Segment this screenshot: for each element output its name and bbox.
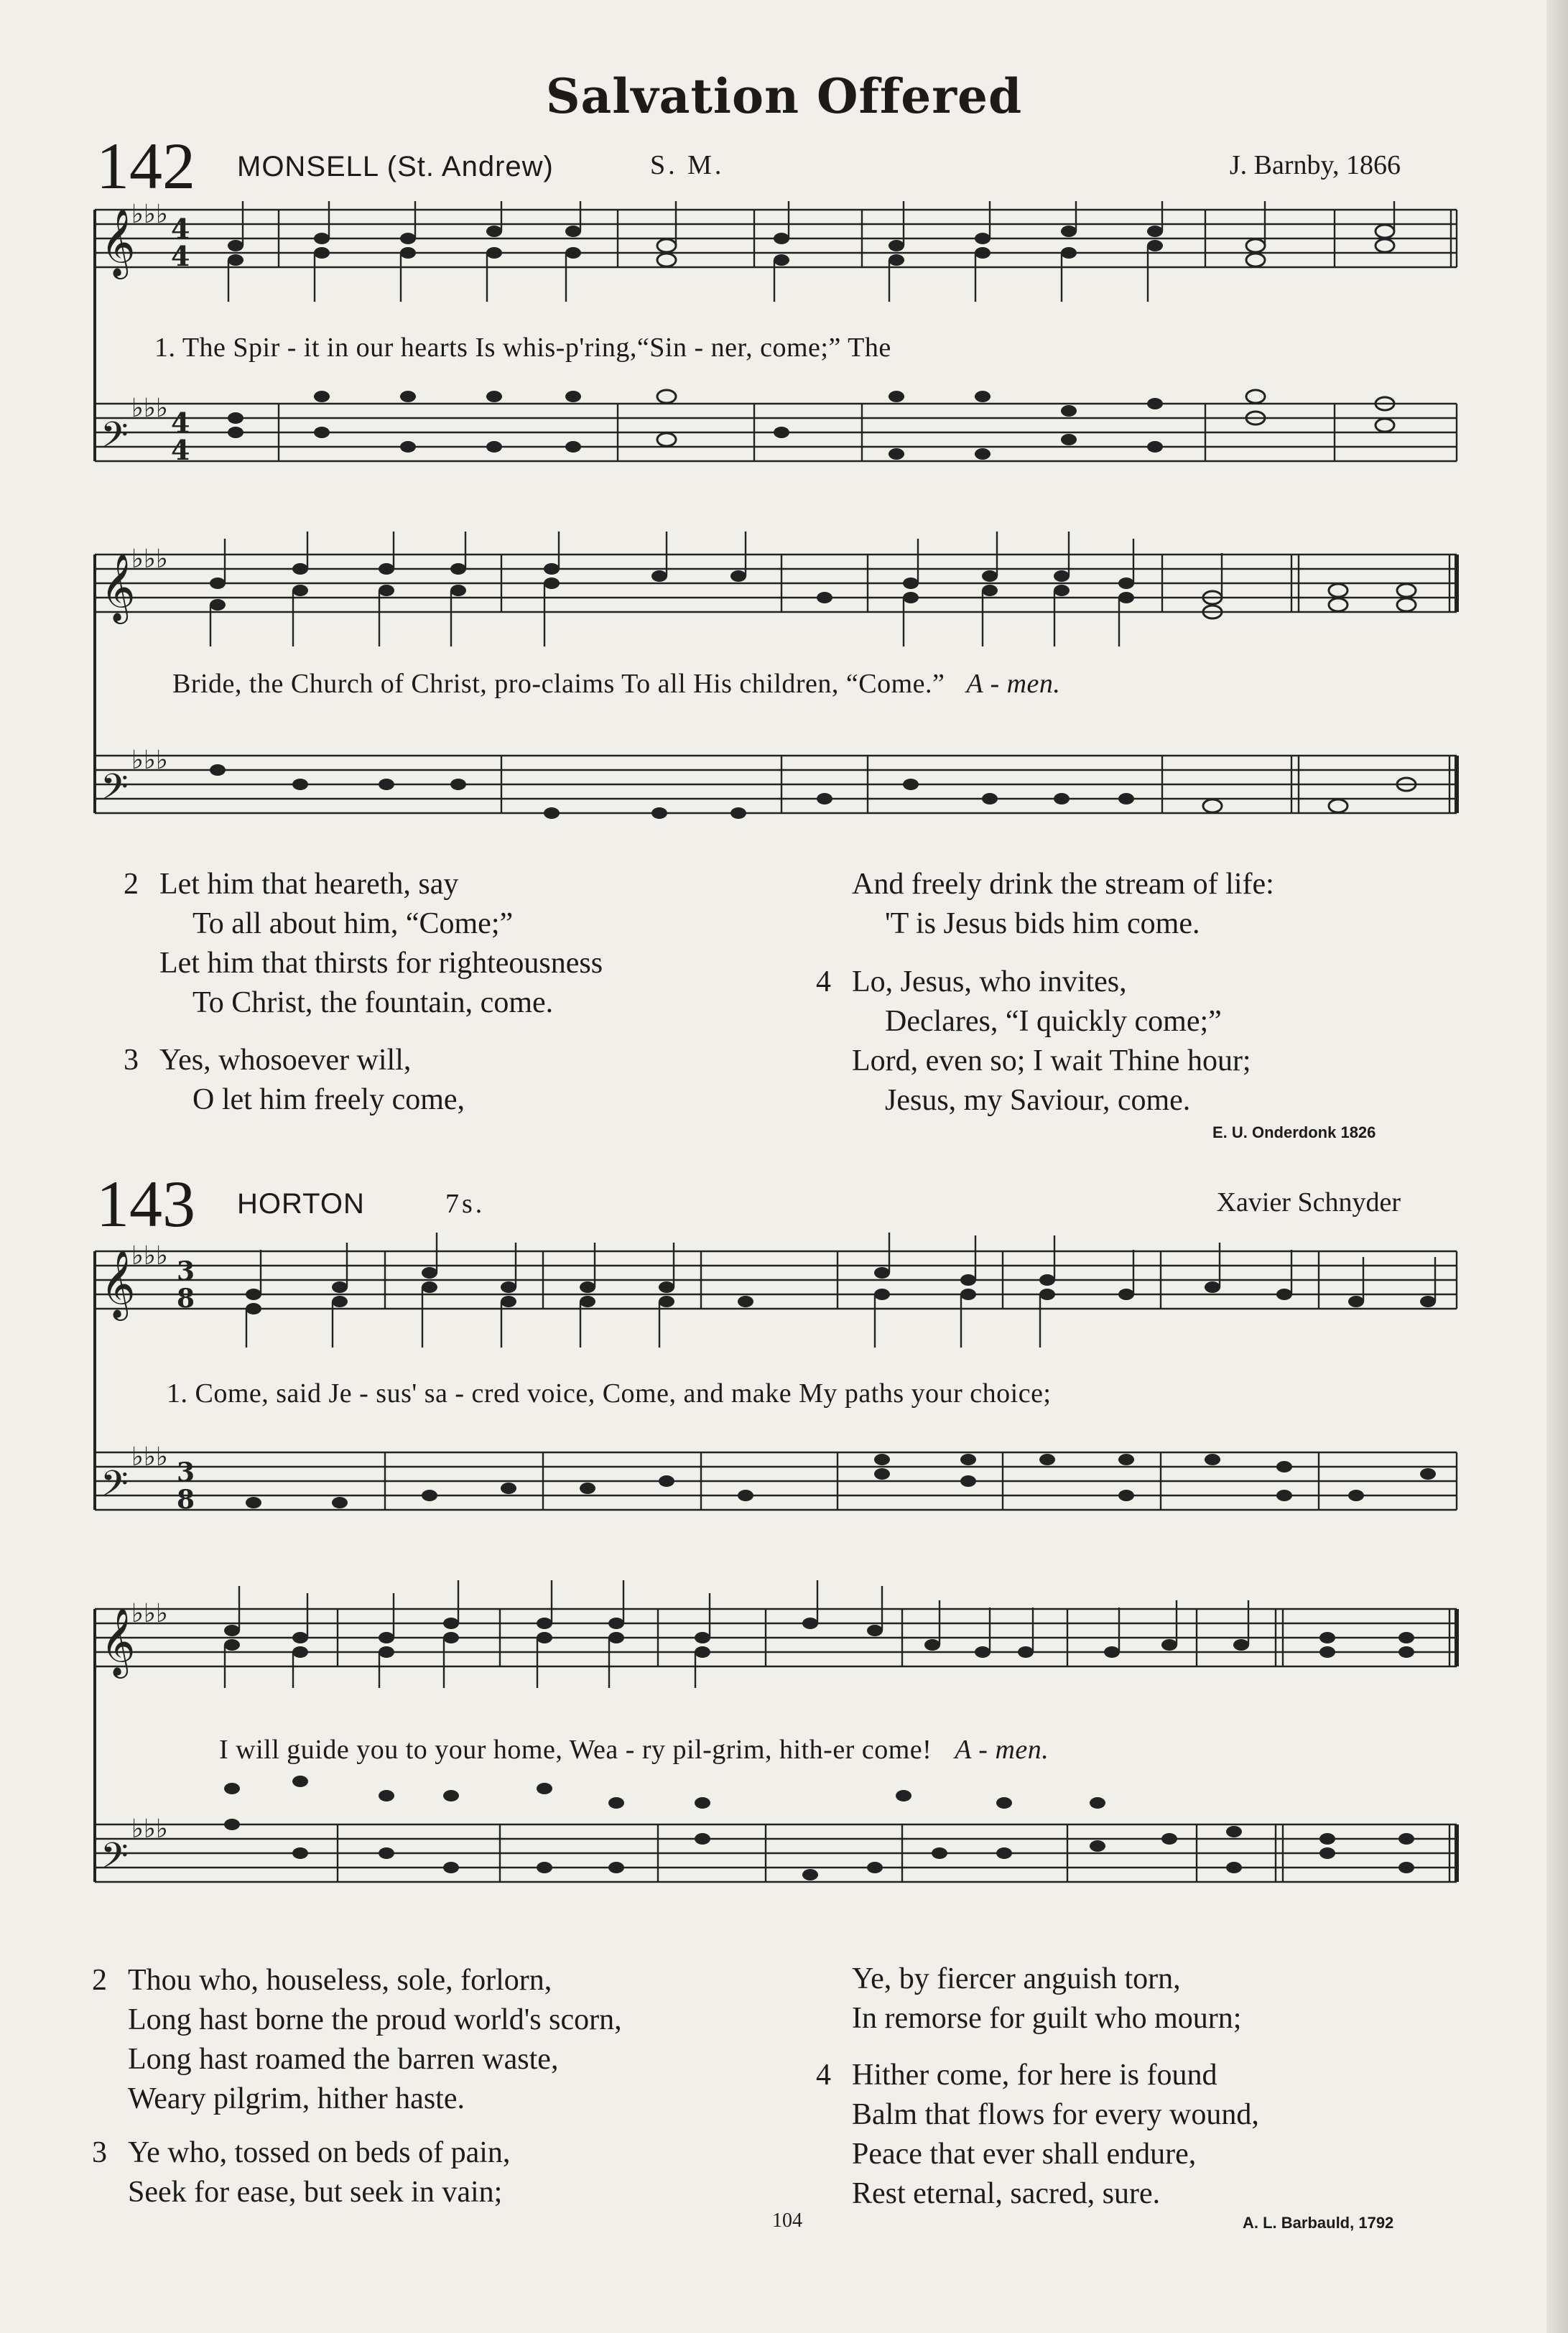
amen-text: A - men. bbox=[966, 669, 1061, 699]
verse-number: 3 bbox=[92, 2136, 107, 2169]
tune-name: MONSELL (St. Andrew) bbox=[237, 151, 554, 182]
verse-line: In remorse for guilt who mourn; bbox=[852, 2002, 1242, 2035]
svg-text:8: 8 bbox=[177, 1485, 195, 1515]
svg-text:♭♭♭: ♭♭♭ bbox=[131, 1241, 168, 1271]
section-title: Salvation Offered bbox=[545, 68, 1023, 124]
verse-line: Weary pilgrim, hither haste. bbox=[128, 2082, 465, 2115]
lyric-line: 1. The Spir - it in our hearts Is whis-p'ring,“Sin - ner, come;” The bbox=[154, 333, 891, 363]
verse-line: Long hast roamed the barren waste, bbox=[128, 2043, 559, 2076]
verse-line: 'T is Jesus bids him come. bbox=[885, 907, 1200, 940]
verse-line: And freely drink the stream of life: bbox=[852, 868, 1274, 901]
svg-text:𝄢: 𝄢 bbox=[101, 766, 129, 817]
svg-text:♭♭♭: ♭♭♭ bbox=[131, 1814, 168, 1844]
verse-line: Rest eternal, sacred, sure. bbox=[852, 2177, 1161, 2210]
verse-line: Let him that heareth, say bbox=[159, 868, 459, 901]
verse-line: Yes, whosoever will, bbox=[159, 1044, 412, 1077]
verse-line: Let him that thirsts for righteousness bbox=[159, 947, 603, 980]
lyric-text: I will guide you to your home, Wea - ry pil-grim, hith-er come! bbox=[219, 1735, 932, 1765]
verse-2 bbox=[124, 865, 603, 1023]
lyric-line bbox=[172, 668, 1060, 700]
svg-text:♭♭♭: ♭♭♭ bbox=[131, 394, 168, 423]
verse-3-continued bbox=[816, 1959, 1241, 2039]
author-credit: A. L. Barbauld, 1792 bbox=[1243, 2214, 1394, 2232]
lyric-line bbox=[219, 1734, 1049, 1766]
verse-line: Peace that ever shall endure, bbox=[852, 2138, 1197, 2171]
composer: Xavier Schnyder bbox=[1216, 1187, 1401, 1217]
hymn-number: 142 bbox=[96, 129, 195, 203]
verse-line: O let him freely come, bbox=[192, 1083, 465, 1116]
svg-text:♭♭♭: ♭♭♭ bbox=[131, 544, 168, 574]
verse-line: Balm that flows for every wound, bbox=[852, 2098, 1259, 2131]
verse-line: To all about him, “Come;” bbox=[192, 907, 514, 940]
page-edge bbox=[1546, 0, 1568, 2333]
amen-text: A - men. bbox=[955, 1735, 1049, 1765]
svg-text:𝄢: 𝄢 bbox=[101, 414, 129, 465]
svg-text:𝄢: 𝄢 bbox=[101, 1463, 129, 1513]
meter: S. M. bbox=[650, 150, 725, 180]
svg-text:3: 3 bbox=[177, 1457, 195, 1488]
svg-text:♭♭♭: ♭♭♭ bbox=[131, 746, 168, 775]
verse-line: Ye, by fiercer anguish torn, bbox=[852, 1962, 1181, 1995]
verse-line: Ye who, tossed on beds of pain, bbox=[128, 2136, 511, 2169]
verse-number: 4 bbox=[816, 965, 831, 998]
verse-line: Hither come, for here is found bbox=[852, 2059, 1217, 2092]
verse-number: 4 bbox=[816, 2059, 831, 2092]
meter: 7s. bbox=[445, 1189, 486, 1219]
verse-line: Thou who, houseless, sole, forlorn, bbox=[128, 1964, 552, 1997]
verse-line: Lo, Jesus, who invites, bbox=[852, 965, 1127, 998]
svg-text:♭♭♭: ♭♭♭ bbox=[131, 201, 168, 229]
verse-line: To Christ, the fountain, come. bbox=[192, 986, 554, 1019]
page-number: 104 bbox=[772, 2209, 802, 2232]
svg-text:𝄞: 𝄞 bbox=[101, 1250, 136, 1318]
verse-2 bbox=[92, 1961, 622, 2119]
verse-line: Long hast borne the proud world's scorn, bbox=[128, 2003, 622, 2036]
svg-text:𝄢: 𝄢 bbox=[101, 1835, 129, 1886]
svg-text:𝄞: 𝄞 bbox=[101, 1608, 136, 1676]
svg-text:𝄞: 𝄞 bbox=[101, 553, 136, 621]
verse-4 bbox=[816, 2056, 1259, 2214]
svg-text:𝄞: 𝄞 bbox=[101, 208, 136, 277]
verse-line: Lord, even so; I wait Thine hour; bbox=[852, 1044, 1251, 1077]
svg-text:4: 4 bbox=[171, 434, 190, 466]
verse-4 bbox=[816, 963, 1251, 1121]
verse-number: 2 bbox=[124, 868, 139, 901]
author-credit: E. U. Onderdonk 1826 bbox=[1212, 1123, 1376, 1141]
tune-name: HORTON bbox=[237, 1188, 365, 1220]
svg-text:♭♭♭: ♭♭♭ bbox=[131, 1442, 168, 1472]
hymn-number: 143 bbox=[96, 1167, 195, 1240]
verse-3-continued bbox=[816, 865, 1274, 944]
verse-3 bbox=[124, 1041, 465, 1120]
svg-text:8: 8 bbox=[177, 1284, 195, 1314]
svg-text:4: 4 bbox=[171, 240, 190, 272]
svg-text:4: 4 bbox=[171, 407, 190, 439]
verse-3 bbox=[92, 2133, 510, 2212]
composer: J. Barnby, 1866 bbox=[1229, 150, 1401, 180]
verse-line: Seek for ease, but seek in vain; bbox=[128, 2176, 503, 2209]
svg-text:♭♭♭: ♭♭♭ bbox=[131, 1599, 168, 1628]
lyric-text: Bride, the Church of Christ, pro-claims To all His children, “Come.” bbox=[172, 669, 945, 699]
verse-line: Jesus, my Saviour, come. bbox=[885, 1084, 1191, 1117]
svg-text:3: 3 bbox=[177, 1256, 195, 1286]
lyric-line: 1. Come, said Je - sus' sa - cred voice, Come, and make My paths your choice; bbox=[167, 1378, 1052, 1409]
verse-number: 3 bbox=[124, 1044, 139, 1077]
verse-line: Declares, “I quickly come;” bbox=[885, 1005, 1222, 1038]
verse-number: 2 bbox=[92, 1964, 107, 1997]
svg-text:4: 4 bbox=[171, 213, 190, 245]
